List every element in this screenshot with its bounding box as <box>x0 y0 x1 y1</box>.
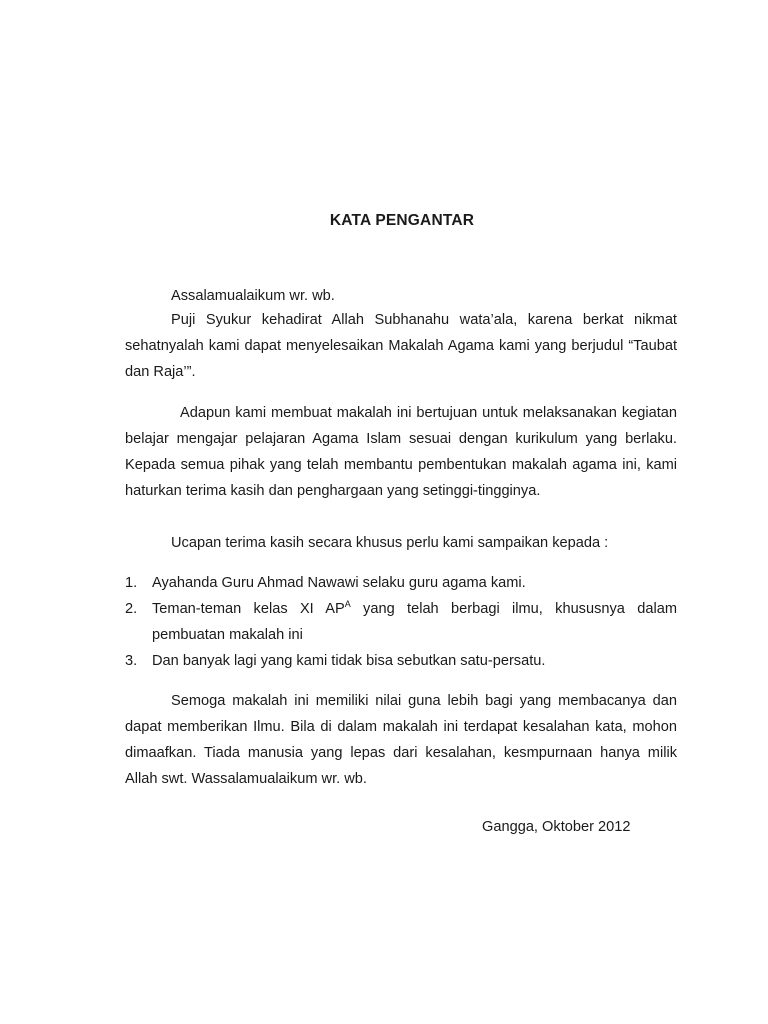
greeting: Assalamualaikum wr. wb. <box>171 288 335 304</box>
list-item <box>125 570 677 596</box>
list-number: 3. <box>125 653 138 669</box>
page-title: KATA PENGANTAR <box>329 212 475 229</box>
paragraph-1: Puji Syukur kehadirat Allah Subhanahu wata’ala, karena berkat nikmat sehatnyalah kami dapat menyelesaikan Makalah Agama kami yang berjudul “Taubat dan Raja’”. <box>125 312 677 380</box>
list-item-text: Ayahanda Guru Ahmad Nawawi selaku guru agama kami. <box>152 575 526 591</box>
place-date: Gangga, Oktober 2012 <box>482 819 631 835</box>
list-item-text-continued: yang telah berbagi ilmu, khususnya dalam pembuatan makalah ini <box>152 601 677 643</box>
thanks-intro: Ucapan terima kasih secara khusus perlu kami sampaikan kepada : <box>171 535 609 551</box>
closing-paragraph: Semoga makalah ini memiliki nilai guna lebih bagi yang membacanya dan dapat memberikan Ilmu. Bila di dalam makalah ini terdapat kesalahan kata, mohon dimaafkan. Tiada manusia yang lepas dari kesalahan, kesmpurnaan hanya milik Allah swt. Wassalamualaikum wr. wb. <box>125 693 677 787</box>
list-item-text: Dan banyak lagi yang kami tidak bisa sebutkan satu-persatu. <box>152 653 546 669</box>
thanks-list <box>125 570 677 674</box>
list-item-text: Teman-teman kelas XI AP <box>152 601 345 617</box>
list-item <box>125 648 677 674</box>
list-number: 2. <box>125 601 138 617</box>
class-superscript: A <box>344 599 351 609</box>
list-item <box>125 596 677 648</box>
paragraph-2: Adapun kami membuat makalah ini bertujuan untuk melaksanakan kegiatan belajar mengajar pelajaran Agama Islam sesuai dengan kurikulum yang berlaku. Kepada semua pihak yang telah membantu pembentukan makalah agama ini, kami haturkan terima kasih dan penghargaan yang setinggi-tingginya. <box>125 405 677 499</box>
list-number: 1. <box>125 575 138 591</box>
